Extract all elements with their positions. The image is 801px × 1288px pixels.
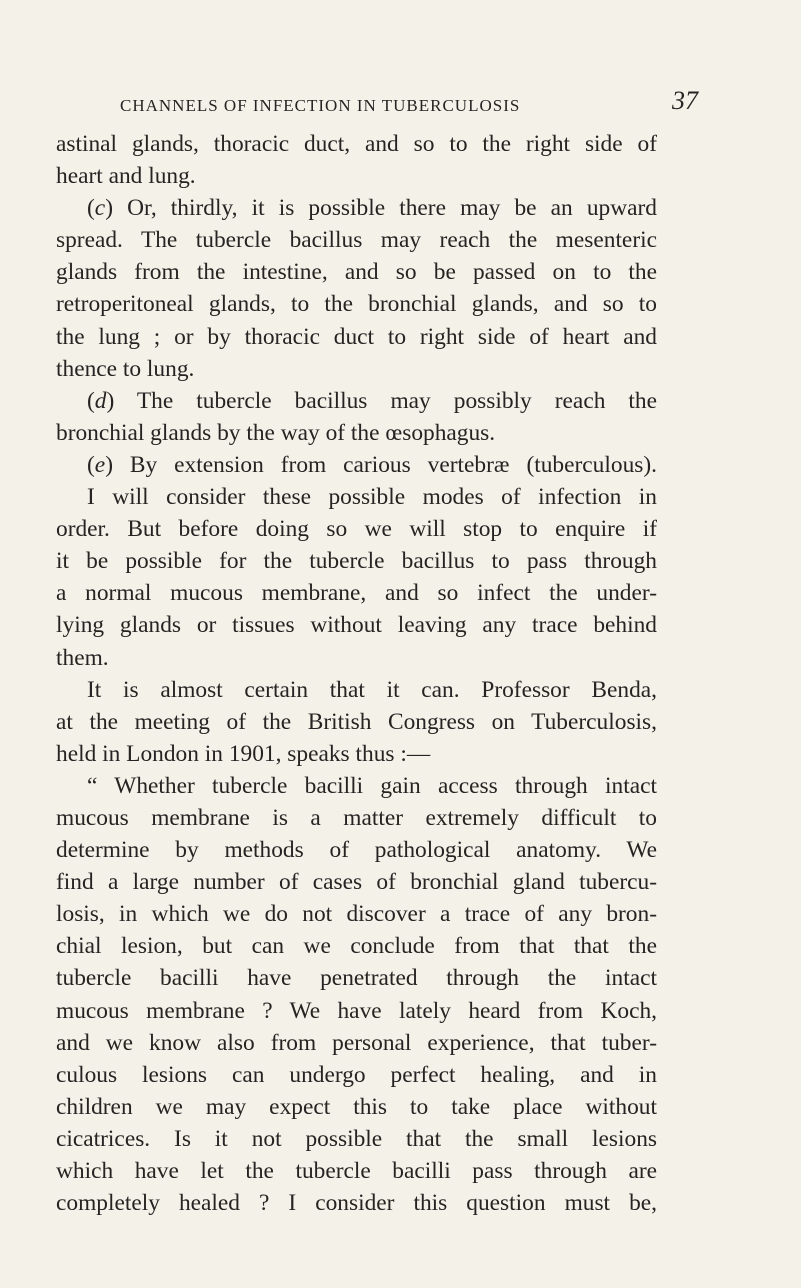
body-text (56, 128, 657, 1219)
text-line: (d) The tubercle bacillus may possibly reach the (87, 387, 657, 414)
text-line: the lung ; or by thoracic duct to right side of heart and (56, 323, 657, 350)
text-line: astinal glands, thoracic duct, and so to the right side of (56, 131, 657, 157)
text-line: heart and lung. (56, 163, 196, 190)
text-line: I will consider these possible modes of infection in (87, 484, 657, 511)
text-line: thence to lung. (56, 355, 195, 382)
running-head: CHANNELS OF INFECTION IN TUBERCULOSIS (120, 96, 521, 115)
text-line: cicatrices. Is it not possible that the small lesions (56, 1125, 657, 1152)
text-line: order. But before doing so we will stop to enquire if (56, 516, 657, 543)
text-line: which have let the tubercle bacilli pass through are (56, 1158, 657, 1184)
text-line: mucous membrane ? We have lately heard from Koch, (56, 997, 657, 1024)
text-line: them. (56, 644, 109, 671)
text-line: lying glands or tissues without leaving any trace behind (56, 612, 657, 639)
text-line: “ Whether tubercle bacilli gain access through intact (87, 772, 657, 799)
text-line: it be possible for the tubercle bacillus to pass through (56, 548, 657, 575)
text-line: held in London in 1901, speaks thus :— (56, 740, 431, 767)
text-line: find a large number of cases of bronchial gland tubercu- (56, 869, 657, 896)
text-line: glands from the intestine, and so be passed on to the (56, 259, 657, 286)
text-line: a normal mucous membrane, and so infect the under- (56, 580, 657, 607)
list-marker: e (94, 451, 106, 478)
text-line: It is almost certain that it can. Professor Benda, (87, 676, 657, 703)
list-marker: d (94, 387, 107, 414)
text-line: (e) By extension from carious vertebræ (tuberculous). (87, 451, 657, 478)
text-line: children we may expect this to take place without (56, 1093, 657, 1120)
text-line: retroperitoneal glands, to the bronchial glands, and so to (56, 291, 657, 318)
page-number: 37 (672, 86, 698, 115)
text-line: losis, in which we do not discover a trace of any bron- (56, 901, 657, 928)
text-line: chial lesion, but can we conclude from that that the (56, 933, 657, 960)
text-line: and we know also from personal experience, that tuber- (56, 1029, 657, 1056)
text-line: spread. The tubercle bacillus may reach the mesenteric (56, 227, 657, 254)
text-line: (c) Or, thirdly, it is possible there may be an upward (87, 195, 657, 222)
text-line: completely healed ? I consider this question must be, (56, 1190, 657, 1217)
list-marker: c (94, 195, 106, 222)
text-line: at the meeting of the British Congress on Tuberculosis, (56, 708, 657, 735)
text-line: bronchial glands by the way of the œsophagus. (56, 419, 496, 446)
text-line: culous lesions can undergo perfect healing, and in (56, 1061, 657, 1088)
text-line: tubercle bacilli have penetrated through the intact (56, 965, 657, 992)
text-line: determine by methods of pathological anatomy. We (56, 837, 657, 864)
text-line: mucous membrane is a matter extremely difficult to (56, 804, 657, 831)
